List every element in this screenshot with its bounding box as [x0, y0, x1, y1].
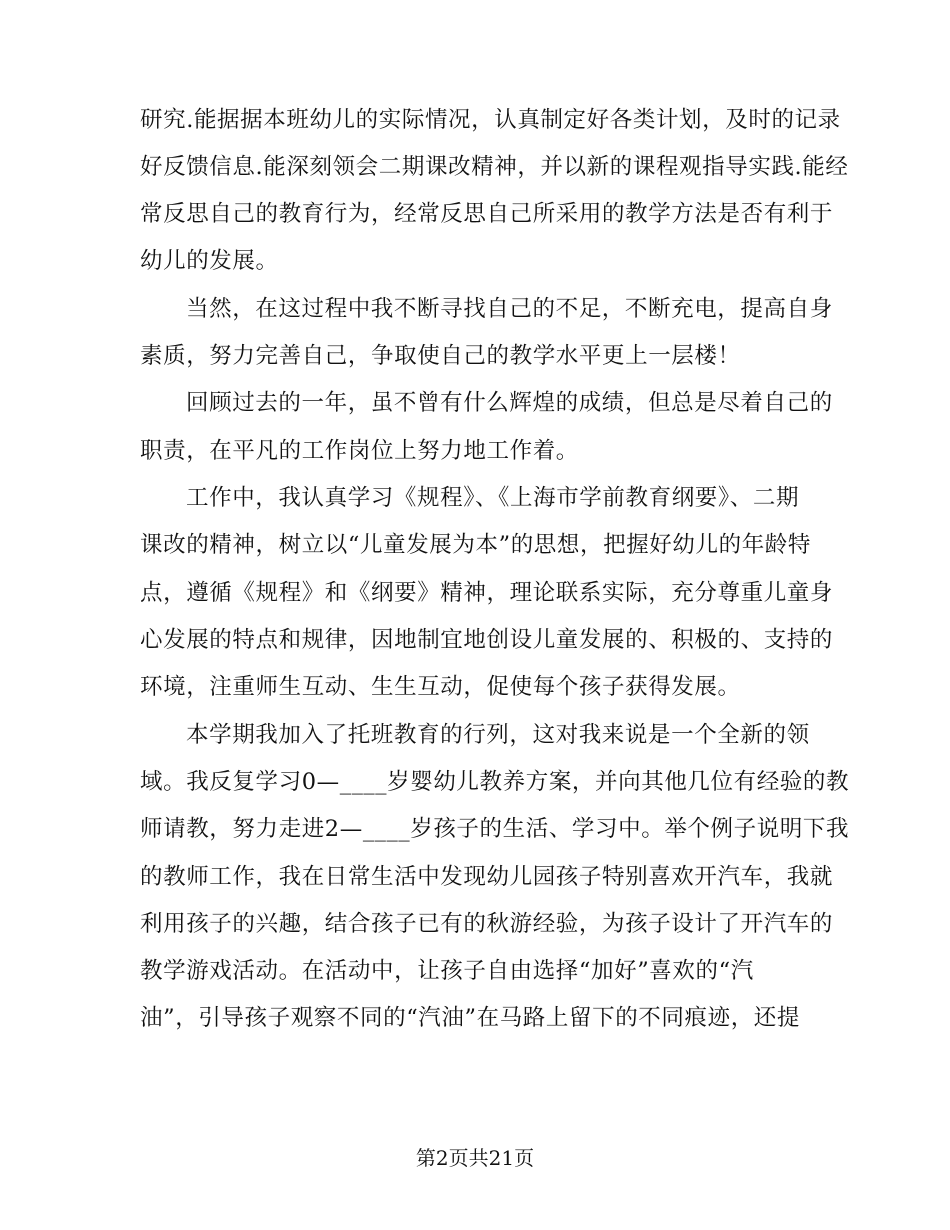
paragraph-first-line: 回顾过去的一年，虽不曾有什么辉煌的成绩，但总是尽着自己的: [186, 390, 833, 416]
body-text-line: 的教师工作，我在日常生活中发现幼儿园孩子特别喜欢开汽车，我就: [140, 864, 834, 890]
body-text-line: 点，遵循《规程》和《纲要》精神，理论联系实际，充分尊重儿童身: [140, 580, 834, 606]
paragraph-first-line: 工作中，我认真学习《规程》、《上海市学前教育纲要》、二期: [186, 485, 800, 511]
paragraph-first-line: 当然，在这过程中我不断寻找自己的不足，不断充电，提高自身: [186, 296, 833, 322]
body-text-line: 师请教，努力走进2—____岁孩子的生活、学习中。举个例子说明下我: [140, 816, 850, 842]
body-text-line: 好反馈信息.能深刻领会二期课改精神，并以新的课程观指导实践.能经: [140, 154, 849, 180]
body-text-line: 幼儿的发展。: [140, 248, 279, 274]
body-text-line: 课改的精神，树立以“儿童发展为本”的思想，把握好幼儿的年龄特: [140, 532, 812, 558]
paragraph-first-line: 本学期我加入了托班教育的行列，这对我来说是一个全新的领: [186, 722, 810, 748]
page-number-footer: 第2页共21页: [415, 1146, 535, 1170]
body-text-line: 油”，引导孩子观察不同的“汽油”在马路上留下的不同痕迹，还提: [140, 1005, 801, 1031]
body-text-line: 研究.能据据本班幼儿的实际情况，认真制定好各类计划，及时的记录: [140, 107, 841, 133]
body-text-line: 环境，注重师生互动、生生互动，促使每个孩子获得发展。: [140, 674, 741, 700]
body-text-line: 职责，在平凡的工作岗位上努力地工作着。: [140, 438, 579, 464]
body-text-line: 素质，努力完善自己，争取使自己的教学水平更上一层楼！: [140, 343, 741, 369]
body-text-line: 心发展的特点和规律，因地制宜地创设儿童发展的、积极的、支持的: [140, 627, 834, 653]
body-text-line: 利用孩子的兴趣，结合孩子已有的秋游经验，为孩子设计了开汽车的: [140, 911, 834, 937]
body-text-line: 教学游戏活动。在活动中，让孩子自由选择“加好”喜欢的“汽: [140, 958, 754, 984]
body-text-line: 常反思自己的教育行为，经常反思自己所采用的教学方法是否有利于: [140, 201, 834, 227]
body-text-line: 域。我反复学习0—____岁婴幼儿教养方案，并向其他几位有经验的教: [140, 769, 850, 795]
